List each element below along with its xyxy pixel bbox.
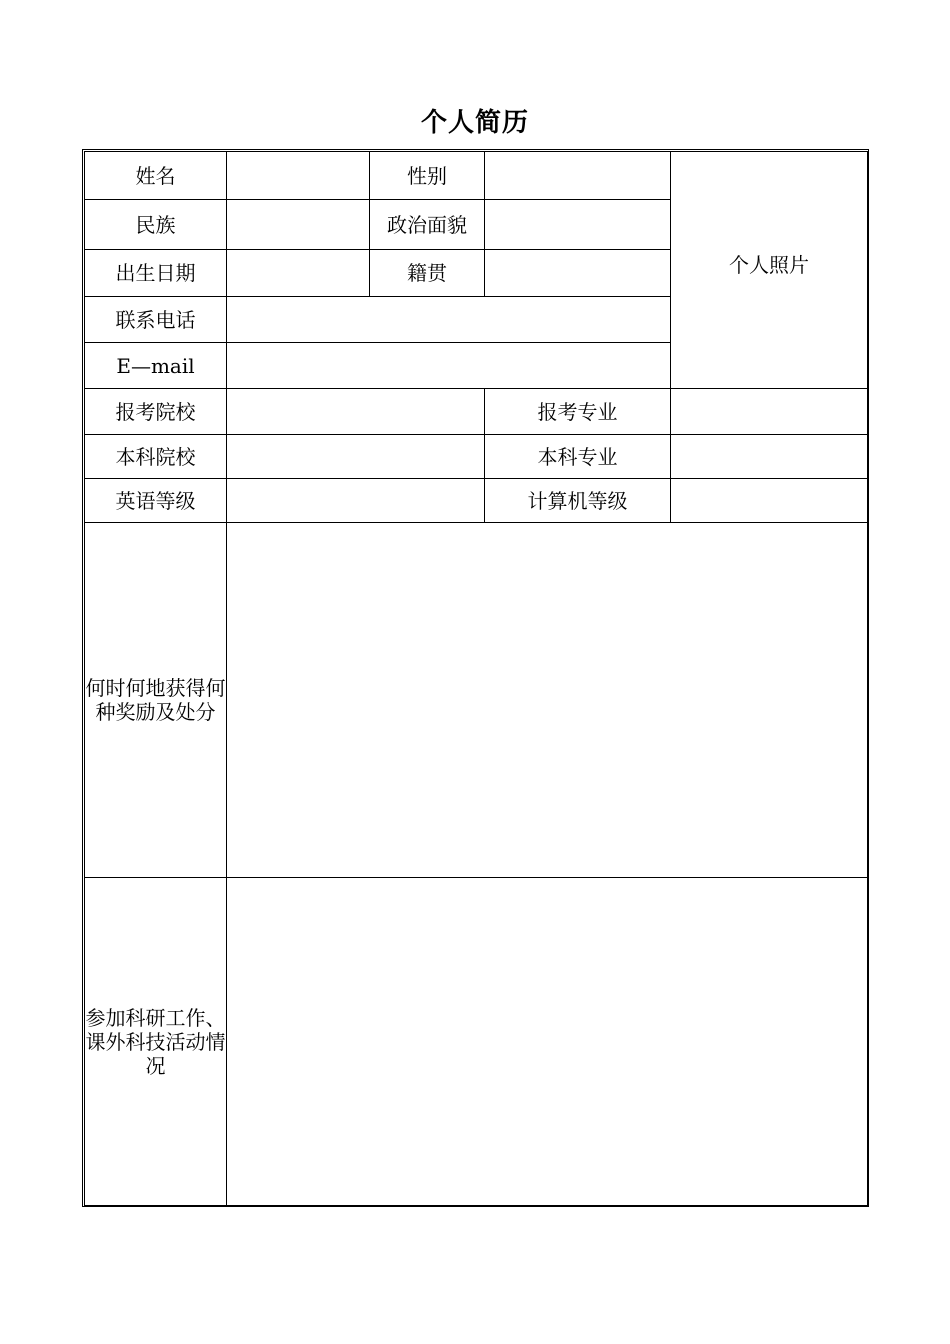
label-political-status: 政治面貌 bbox=[370, 200, 485, 250]
label-ethnicity: 民族 bbox=[85, 200, 227, 250]
label-english-level: 英语等级 bbox=[85, 479, 227, 523]
form-row-undergrad-school bbox=[85, 435, 868, 479]
input-birth-date[interactable] bbox=[227, 250, 370, 297]
input-computer-level[interactable] bbox=[671, 479, 868, 523]
label-email: E—mail bbox=[85, 343, 227, 389]
label-target-school: 报考院校 bbox=[85, 389, 227, 435]
form-row-name bbox=[85, 152, 868, 200]
label-undergrad-school: 本科院校 bbox=[85, 435, 227, 479]
input-name[interactable] bbox=[227, 152, 370, 200]
label-phone: 联系电话 bbox=[85, 297, 227, 343]
label-computer-level: 计算机等级 bbox=[485, 479, 671, 523]
input-native-place[interactable] bbox=[485, 250, 671, 297]
input-target-major[interactable] bbox=[671, 389, 868, 435]
input-phone[interactable] bbox=[227, 297, 671, 343]
form-row-research bbox=[85, 878, 868, 1206]
label-awards: 何时何地获得何种奖励及处分 bbox=[85, 523, 227, 878]
label-research: 参加科研工作、课外科技活动情况 bbox=[85, 878, 227, 1206]
label-birth-date: 出生日期 bbox=[85, 250, 227, 297]
page-title: 个人简历 bbox=[420, 108, 529, 138]
label-undergrad-major: 本科专业 bbox=[485, 435, 671, 479]
label-photo: 个人照片 bbox=[729, 253, 809, 277]
input-undergrad-school[interactable] bbox=[227, 435, 485, 479]
input-english-level[interactable] bbox=[227, 479, 485, 523]
input-research[interactable] bbox=[227, 878, 868, 1206]
input-gender[interactable] bbox=[485, 152, 671, 200]
label-name: 姓名 bbox=[85, 152, 227, 200]
label-target-major: 报考专业 bbox=[485, 389, 671, 435]
input-undergrad-major[interactable] bbox=[671, 435, 868, 479]
input-ethnicity[interactable] bbox=[227, 200, 370, 250]
photo-cell[interactable] bbox=[671, 152, 868, 389]
input-target-school[interactable] bbox=[227, 389, 485, 435]
form-row-awards bbox=[85, 523, 868, 878]
label-native-place: 籍贯 bbox=[370, 250, 485, 297]
form-row-target-school bbox=[85, 389, 868, 435]
resume-form bbox=[84, 151, 868, 1206]
form-row-english-level bbox=[85, 479, 868, 523]
input-political-status[interactable] bbox=[485, 200, 671, 250]
input-awards[interactable] bbox=[227, 523, 868, 878]
input-email[interactable] bbox=[227, 343, 671, 389]
label-gender: 性别 bbox=[370, 152, 485, 200]
